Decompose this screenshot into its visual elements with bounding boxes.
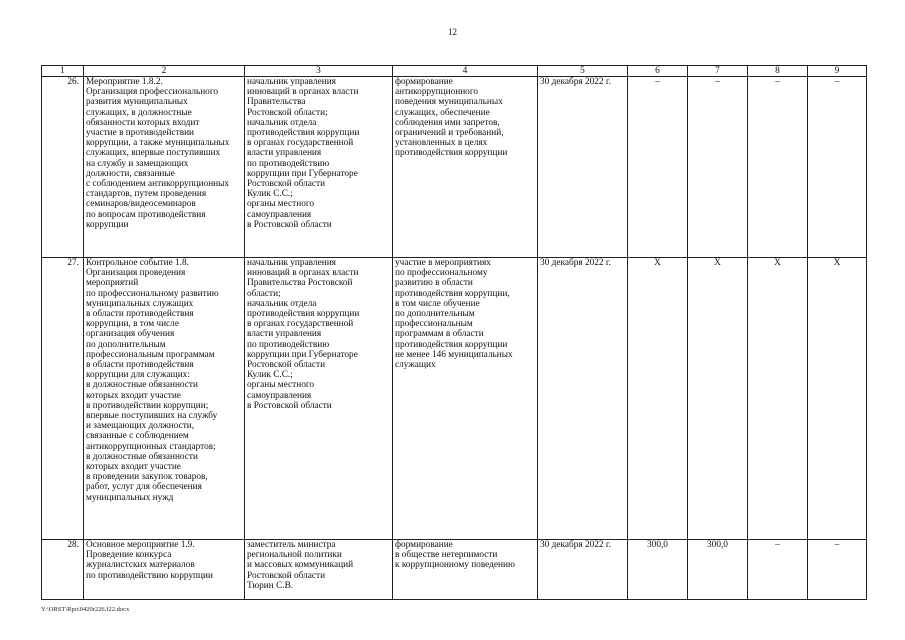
header-cell-1: 1 [42, 66, 84, 77]
header-cell-8: 8 [748, 66, 808, 77]
responsible-cell: начальник управления инноваций в органах власти Правительства Ростовской области; начальник отдела противодействия коррупции в органах государственной власти управления по противодействию коррупции при Губернаторе Ростовской области Кулик С.С.; органы местного самоуправления в Ростовской области [245, 77, 393, 258]
date-cell: 30 декабря 2022 г. [538, 540, 628, 600]
table-row [42, 77, 867, 258]
header-row [42, 66, 867, 77]
date-cell: 30 декабря 2022 г. [538, 258, 628, 540]
value-cell-6: X [628, 258, 688, 540]
responsible-cell: заместитель министра региональной политики и массовых коммуникаций Ростовской области Тюрин С.В. [245, 540, 393, 600]
program-table [41, 65, 867, 600]
event-cell: Контрольное событие 1.8. Организация проведения мероприятий по профессиональному развитию муниципальных служащих в области противодействия коррупции, в том числе организация обучения по дополнительным профессиональным программам в области противодействия коррупции для служащих: в должностные обязанности которых входит участие в противодействии коррупции; впервые поступивших на службу и замещающих должности, связанные с соблюдением антикоррупционных стандартов; в должностные обязанности которых входит участие в проведении закупок товаров, работ, услуг для обеспечения муниципальных нужд [84, 258, 245, 540]
header-cell-2: 2 [84, 66, 245, 77]
header-cell-5: 5 [538, 66, 628, 77]
table-row [42, 540, 867, 600]
value-cell-8: – [748, 540, 808, 600]
event-cell: Основное мероприятие 1.9. Проведение конкурса журналистских материалов по противодействию коррупции [84, 540, 245, 600]
responsible-cell: начальник управления инноваций в органах власти Правительства Ростовской области; начальник отдела противодействия коррупции в органах государственной власти управления по противодействию коррупции при Губернаторе Ростовской области Кулик С.С.; органы местного самоуправления в Ростовской области [245, 258, 393, 540]
row-number: 27. [42, 258, 84, 540]
header-cell-3: 3 [245, 66, 393, 77]
value-cell-9: – [808, 77, 867, 258]
row-number: 26. [42, 77, 84, 258]
value-cell-8: X [748, 258, 808, 540]
header-cell-7: 7 [688, 66, 748, 77]
date-cell: 30 декабря 2022 г. [538, 77, 628, 258]
value-cell-9: X [808, 258, 867, 540]
value-cell-7: X [688, 258, 748, 540]
result-cell: формирование в обществе нетерпимости к коррупционному поведению [393, 540, 538, 600]
value-cell-7: 300,0 [688, 540, 748, 600]
value-cell-7: – [688, 77, 748, 258]
value-cell-6: 300,0 [628, 540, 688, 600]
value-cell-6: – [628, 77, 688, 258]
event-cell: Мероприятие 1.8.2. Организация профессионального развития муниципальных служащих, в должностные обязанности которых входит участие в противодействии коррупции, а также муниципальных служащих, впервые поступивших на службу и замещающих должности, связанные с соблюдением антикоррупционных стандартов, путем проведения семинаров/видеосеминаров по вопросам противодействия коррупции [84, 77, 245, 258]
file-path-footer: Y:\ORST\Rpo\0420r226.f22.docx [41, 606, 130, 613]
table-row [42, 258, 867, 540]
result-cell: формирование антикоррупционного поведения муниципальных служащих, обеспечение соблюдения ими запретов, ограничений и требований, установленных в целях противодействия коррупции [393, 77, 538, 258]
header-cell-6: 6 [628, 66, 688, 77]
page-number: 12 [448, 27, 457, 37]
result-cell: участие в мероприятиях по профессиональному развитию в области противодействия коррупции, в том числе обучение по дополнительным профессиональным программам в области противодействия коррупции не менее 146 муниципальных служащих [393, 258, 538, 540]
value-cell-9: – [808, 540, 867, 600]
row-number: 28. [42, 540, 84, 600]
header-cell-9: 9 [808, 66, 867, 77]
header-cell-4: 4 [393, 66, 538, 77]
value-cell-8: – [748, 77, 808, 258]
